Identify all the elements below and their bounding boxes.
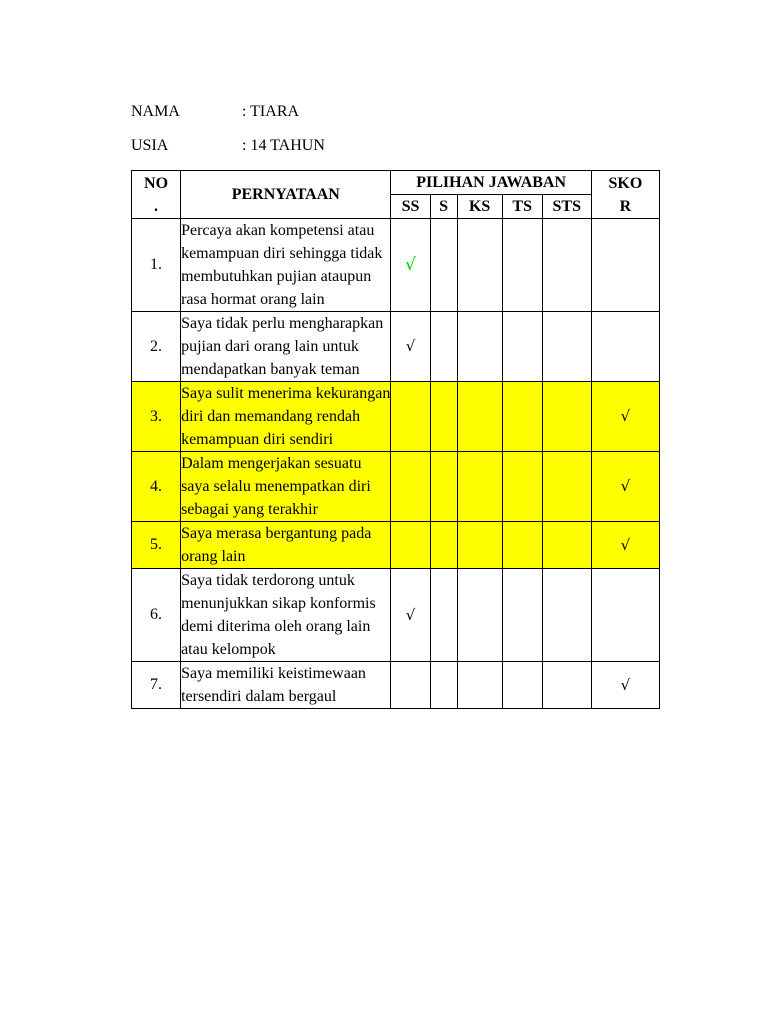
- answer-cell-sts: [542, 452, 591, 522]
- table-body: [132, 219, 660, 709]
- table-row: [132, 569, 660, 662]
- answer-cell-sts: [542, 219, 591, 312]
- answer-cell-ks: [457, 382, 502, 452]
- row-statement: Saya sulit menerima kekurangan diri dan memandang rendah kemampuan diri sendiri: [181, 382, 391, 452]
- header-no-line1: NO: [144, 174, 169, 192]
- check-mark-icon: √: [620, 535, 631, 554]
- table-row: [132, 382, 660, 452]
- answer-cell-skor: [591, 382, 659, 452]
- header-no-line2: .: [154, 197, 159, 215]
- questionnaire-table: [131, 170, 660, 709]
- name-label: NAMA: [131, 103, 180, 120]
- answer-cell-s: [430, 382, 457, 452]
- answer-cell-sts: [542, 312, 591, 382]
- answer-cell-ts: [502, 219, 542, 312]
- check-mark-icon: √: [620, 675, 631, 694]
- answer-cell-ks: [457, 662, 502, 709]
- row-statement: Dalam mengerjakan sesuatu saya selalu menempatkan diri sebagai yang terakhir: [181, 452, 391, 522]
- answer-cell-ks: [457, 312, 502, 382]
- answer-cell-s: [430, 219, 457, 312]
- answer-cell-s: [430, 662, 457, 709]
- row-number: 3.: [132, 382, 181, 452]
- answer-cell-ks: [457, 522, 502, 569]
- answer-cell-ss: [391, 662, 430, 709]
- table-header: [132, 171, 660, 219]
- answer-cell-skor: [591, 452, 659, 522]
- row-number: 5.: [132, 522, 181, 569]
- answer-cell-ks: [457, 219, 502, 312]
- row-statement: Saya memiliki keistimewaan tersendiri dalam bergaul: [181, 662, 391, 709]
- row-number: 2.: [132, 312, 181, 382]
- answer-cell-sts: [542, 662, 591, 709]
- header-choice-ks: KS: [457, 195, 502, 219]
- row-statement: Saya tidak perlu mengharapkan pujian dari orang lain untuk mendapatkan banyak teman: [181, 312, 391, 382]
- age-value: : 14 TAHUN: [242, 137, 325, 154]
- answer-cell-skor: [591, 662, 659, 709]
- header-choice-sts: STS: [542, 195, 591, 219]
- check-mark-icon: √: [405, 605, 416, 624]
- check-mark-icon: √: [405, 337, 416, 355]
- answer-cell-ts: [502, 569, 542, 662]
- header-score-line1: SKO: [608, 174, 643, 192]
- answer-cell-ss: [391, 382, 430, 452]
- header-score: [591, 171, 659, 219]
- answer-cell-s: [430, 312, 457, 382]
- answer-cell-ks: [457, 452, 502, 522]
- answer-cell-ks: [457, 569, 502, 662]
- table-row: [132, 662, 660, 709]
- check-mark-icon: √: [620, 477, 631, 495]
- answer-cell-s: [430, 569, 457, 662]
- header-choice-s: S: [430, 195, 457, 219]
- answer-cell-skor: [591, 219, 659, 312]
- answer-cell-ts: [502, 662, 542, 709]
- answer-cell-ss: [391, 452, 430, 522]
- age-row: [131, 136, 325, 156]
- header-choices: PILIHAN JAWABAN: [391, 171, 591, 195]
- answer-cell-ts: [502, 522, 542, 569]
- age-label: USIA: [131, 137, 169, 154]
- answer-cell-ts: [502, 312, 542, 382]
- answer-cell-s: [430, 522, 457, 569]
- name-value: : TIARA: [242, 103, 300, 120]
- header-choice-ts: TS: [502, 195, 542, 219]
- answer-cell-s: [430, 452, 457, 522]
- answer-cell-sts: [542, 522, 591, 569]
- check-mark-icon: √: [620, 407, 631, 425]
- answer-cell-sts: [542, 382, 591, 452]
- row-number: 6.: [132, 569, 181, 662]
- answer-cell-skor: [591, 522, 659, 569]
- answer-cell-ss: [391, 219, 430, 312]
- row-statement: Saya merasa bergantung pada orang lain: [181, 522, 391, 569]
- header-choice-ss: SS: [391, 195, 430, 219]
- header-score-line2: R: [619, 197, 632, 215]
- answer-cell-ss: [391, 312, 430, 382]
- table-row: [132, 522, 660, 569]
- row-statement: Percaya akan kompetensi atau kemampuan diri sehingga tidak membutuhkan pujian ataupun rasa hormat orang lain: [181, 219, 391, 312]
- answer-cell-ss: [391, 569, 430, 662]
- header-no: [132, 171, 181, 219]
- row-number: 4.: [132, 452, 181, 522]
- row-statement: Saya tidak terdorong untuk menunjukkan sikap konformis demi diterima oleh orang lain atau kelompok: [181, 569, 391, 662]
- table-row: [132, 312, 660, 382]
- row-number: 7.: [132, 662, 181, 709]
- table-row: [132, 452, 660, 522]
- name-row: [131, 102, 299, 122]
- header-statement: PERNYATAAN: [181, 171, 391, 219]
- answer-cell-sts: [542, 569, 591, 662]
- answer-cell-ss: [391, 522, 430, 569]
- row-number: 1.: [132, 219, 181, 312]
- answer-cell-skor: [591, 569, 659, 662]
- answer-cell-ts: [502, 452, 542, 522]
- table-row: [132, 219, 660, 312]
- check-mark-icon: √: [405, 255, 416, 275]
- answer-cell-ts: [502, 382, 542, 452]
- answer-cell-skor: [591, 312, 659, 382]
